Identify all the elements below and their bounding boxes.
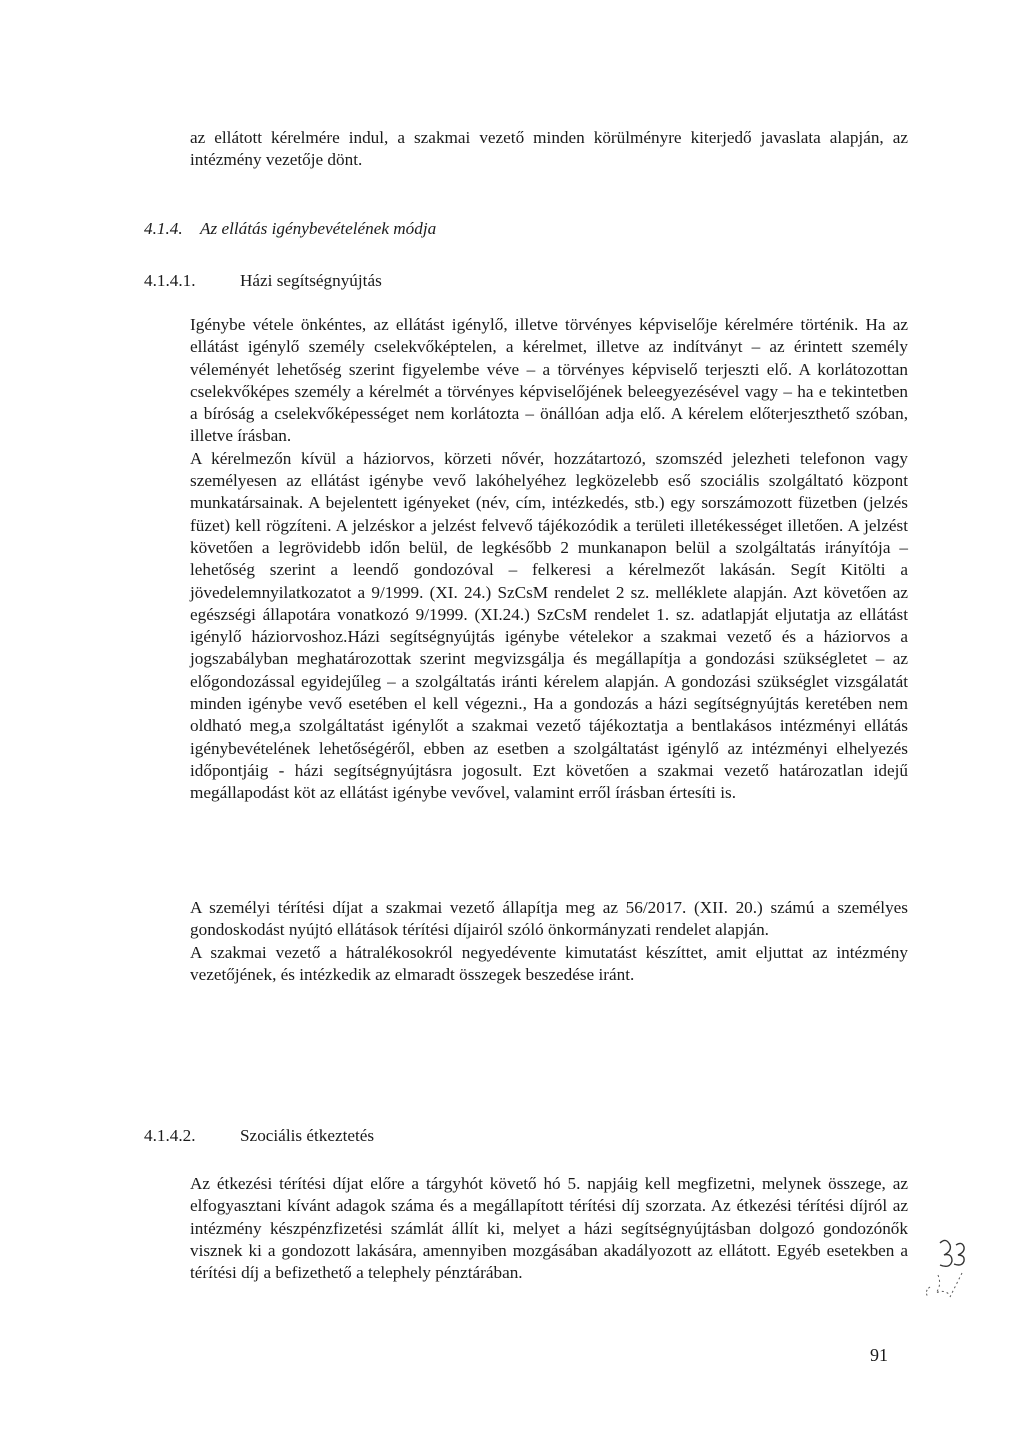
subsection-title: Házi segítségnyújtás	[240, 271, 382, 290]
subsection-title: Szociális étkeztetés	[240, 1126, 375, 1145]
subsection-number: 4.1.4.2.	[144, 1126, 196, 1145]
meals-body	[190, 1173, 908, 1284]
home-help-body	[190, 314, 908, 805]
fee-body	[190, 897, 908, 986]
section-title: Az ellátás igénybevételének módja	[200, 219, 437, 238]
body-paragraph: Az étkezési térítési díjat előre a tárgyhót követő hó 5. napjáig kell megfizetni, melynek összege, az elfogyasztani kívánt adagok száma és a megállapított térítési díj szorzata. Az étkezési térítési díjról az intézmény készpénzfizetési számlát állít ki, melyet a házi segítségnyújtásban dolgozó gondozónők visznek ki a gondozott lakására, amennyiben mozgásában akadályozott az ellátott. Egyéb esetekben a térítési díj a befizethető a telephely pénztárában.	[190, 1174, 908, 1283]
section-heading-main	[144, 219, 436, 239]
body-paragraph: Igénybe vétele önkéntes, az ellátást igénylő, illetve törvényes képviselője kérelmére történik. Ha az ellátást igénylő személy cselekvőképtelen, a kérelmet, illetve az indítványt – az érintett személy véleményét lehetőség szerint figyelembe véve – a törvényes képviselő terjeszti elő. A korlátozottan cselekvőképes személy a kérelmét a törvényes képviselőjének beleegyezésével vagy – ha e tekintetben a bíróság a cselekvőképességet nem korlátozta – önállóan adja elő. A kérelem előterjeszthető szóban, illetve írásban.	[190, 315, 908, 446]
subsection-heading-meals	[144, 1126, 374, 1146]
page-number: 91	[870, 1345, 888, 1365]
subsection-number: 4.1.4.1.	[144, 271, 196, 290]
section-number: 4.1.4.	[144, 219, 183, 238]
body-paragraph: A szakmai vezető a hátralékosokról negyedévente kimutatást készíttet, amit eljuttat az intézmény vezetőjének, és intézkedik az elmaradt összegek beszedése iránt.	[190, 942, 908, 984]
handwritten-mark	[900, 1225, 980, 1315]
subsection-heading-home-help	[144, 271, 382, 291]
body-paragraph: A személyi térítési díjat a szakmai vezető állapítja meg az 56/2017. (XII. 20.) számú a személyes gondoskodást nyújtó ellátások térítési díjairól szóló önkormányzati rendelet alapján.	[190, 898, 908, 940]
intro-text: az ellátott kérelmére indul, a szakmai vezető minden körülményre kiterjedő javaslata alapján, az intézmény vezetője dönt.	[190, 128, 908, 170]
intro-paragraph	[190, 127, 908, 172]
body-paragraph: A kérelmezőn kívül a háziorvos, körzeti nővér, hozzátartozó, szomszéd jelezheti telefonon vagy személyesen az ellátást igénybe vevő lakóhelyéhez legközelebb eső szociális szolgáltató központ munkatársainak. A bejelentett igényeket (név, cím, intézkedés, stb.) egy sorszámozott füzetben (jelzés füzet) kell rögzíteni. A jelzéskor a jelzést felvevő tájékozódik a területi illetékességet illetően. A jelzést követően a legrövidebb időn belül, de legkésőbb 2 munkanapon belül a szolgáltatás irányítója – lehetőség szerint a leendő gondozóval – felkeresi a kérelmezőt lakásán. Segít Kitölti a jövedelemnyilatkozatot a 9/1999. (XI. 24.) SzCsM rendelet 2 sz. melléklete alapján. Azt követően az egészségi állapotára vonatkozó 9/1999. (XI.24.) SzCsM rendelet 1. sz. adatlapját eljutatja az ellátást igénylő háziorvoshoz.Házi segítségnyújtás igénybe vételekor a szakmai vezető és a háziorvos a jogszabályban meghatározottak szerint megvizsgálja és megállapítja a gondozási szükségletet – az előgondozással egyidejűleg – a szolgáltatás iránti kérelem alapján. A gondozási szükséglet vizsgálatát minden igénybe vevő esetében el kell végezni., Ha a gondozás a házi segítségnyújtás keretében nem oldható meg,a szolgáltatást igénylőt a szakmai vezető tájékoztatja a bentlakásos intézményi ellátás igénybevételének lehetőségéről, ebben az esetben a szolgáltatást igénylő az intézményi elhelyezés időpontjáig - házi segítségnyújtásra jogosult. Ezt követően a szakmai vezető határozatlan idejű megállapodást köt az ellátást igénybe vevővel, valamint erről írásban értesíti is.	[190, 448, 908, 803]
